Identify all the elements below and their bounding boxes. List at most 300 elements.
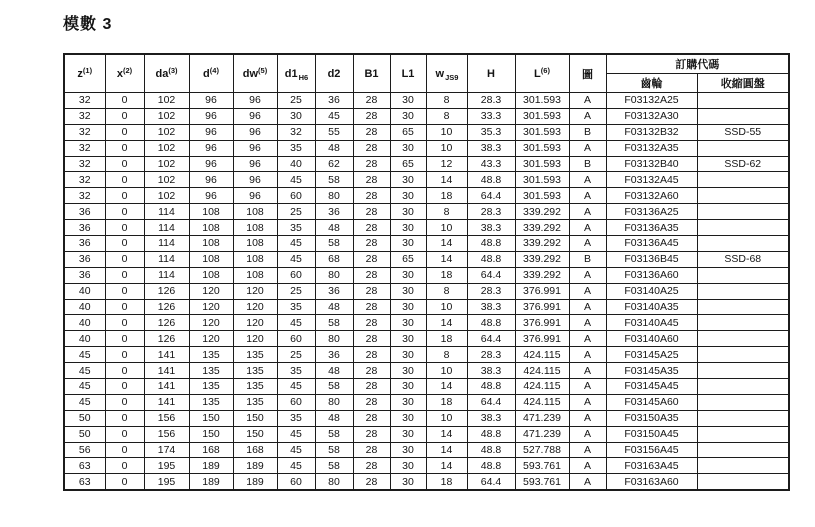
cell-z: 36 <box>64 220 105 236</box>
cell-gear-code: F03140A60 <box>606 331 697 347</box>
cell-d: 135 <box>189 379 233 395</box>
cell-z: 32 <box>64 140 105 156</box>
cell-diagram: A <box>569 363 606 379</box>
col-header-label: da <box>155 67 169 80</box>
cell-b1: 28 <box>353 251 390 267</box>
col-header-label: x <box>116 67 123 80</box>
cell-z: 45 <box>64 379 105 395</box>
cell-da: 141 <box>144 363 189 379</box>
cell-dw: 108 <box>233 236 277 252</box>
cell-d1: 35 <box>277 363 315 379</box>
cell-diagram: A <box>569 331 606 347</box>
cell-d1: 45 <box>277 315 315 331</box>
cell-gear-code: F03140A35 <box>606 299 697 315</box>
col-header-l1 <box>390 54 426 93</box>
cell-h: 38.3 <box>467 363 515 379</box>
cell-gear-code: F03156A45 <box>606 442 697 458</box>
cell-l1: 30 <box>390 172 426 188</box>
table-body <box>64 93 789 491</box>
cell-x: 0 <box>105 410 144 426</box>
col-header-label: 圖 <box>582 68 593 81</box>
cell-d2: 62 <box>315 156 353 172</box>
cell-shrink-disc-code <box>697 347 789 363</box>
cell-h: 48.8 <box>467 458 515 474</box>
cell-z: 32 <box>64 93 105 109</box>
cell-w: 8 <box>426 204 467 220</box>
cell-b1: 28 <box>353 474 390 490</box>
cell-diagram: A <box>569 172 606 188</box>
cell-d2: 80 <box>315 267 353 283</box>
cell-gear-code: F03150A45 <box>606 426 697 442</box>
cell-l: 339.292 <box>515 236 569 252</box>
cell-h: 48.8 <box>467 172 515 188</box>
cell-x: 0 <box>105 363 144 379</box>
cell-z: 32 <box>64 124 105 140</box>
table-row <box>64 220 789 236</box>
cell-d2: 48 <box>315 410 353 426</box>
table-row <box>64 315 789 331</box>
cell-d: 120 <box>189 331 233 347</box>
cell-l1: 30 <box>390 283 426 299</box>
cell-l1: 30 <box>390 458 426 474</box>
cell-dw: 135 <box>233 394 277 410</box>
cell-d: 96 <box>189 172 233 188</box>
cell-da: 126 <box>144 299 189 315</box>
cell-h: 48.8 <box>467 442 515 458</box>
cell-h: 28.3 <box>467 283 515 299</box>
cell-w: 14 <box>426 458 467 474</box>
cell-da: 102 <box>144 140 189 156</box>
cell-w: 10 <box>426 124 467 140</box>
cell-b1: 28 <box>353 410 390 426</box>
cell-h: 28.3 <box>467 204 515 220</box>
cell-d: 108 <box>189 220 233 236</box>
table-row <box>64 188 789 204</box>
cell-l: 376.991 <box>515 315 569 331</box>
cell-x: 0 <box>105 204 144 220</box>
cell-dw: 150 <box>233 410 277 426</box>
cell-dw: 108 <box>233 204 277 220</box>
cell-b1: 28 <box>353 236 390 252</box>
cell-dw: 96 <box>233 124 277 140</box>
cell-l1: 30 <box>390 347 426 363</box>
cell-dw: 108 <box>233 267 277 283</box>
cell-l1: 30 <box>390 410 426 426</box>
cell-d1: 45 <box>277 251 315 267</box>
cell-shrink-disc-code <box>697 426 789 442</box>
cell-shrink-disc-code <box>697 442 789 458</box>
cell-d1: 45 <box>277 426 315 442</box>
cell-l: 339.292 <box>515 267 569 283</box>
cell-d2: 36 <box>315 283 353 299</box>
cell-da: 114 <box>144 236 189 252</box>
cell-da: 141 <box>144 379 189 395</box>
cell-d2: 36 <box>315 347 353 363</box>
table-row <box>64 363 789 379</box>
cell-l: 339.292 <box>515 204 569 220</box>
cell-shrink-disc-code <box>697 140 789 156</box>
cell-z: 45 <box>64 347 105 363</box>
cell-w: 14 <box>426 236 467 252</box>
cell-z: 36 <box>64 204 105 220</box>
cell-b1: 28 <box>353 267 390 283</box>
cell-diagram: A <box>569 299 606 315</box>
cell-b1: 28 <box>353 220 390 236</box>
cell-l: 424.115 <box>515 363 569 379</box>
cell-w: 14 <box>426 172 467 188</box>
cell-d1: 60 <box>277 267 315 283</box>
col-header-label: H <box>487 67 495 80</box>
cell-da: 102 <box>144 124 189 140</box>
cell-dw: 120 <box>233 283 277 299</box>
cell-d1: 45 <box>277 458 315 474</box>
cell-d2: 48 <box>315 140 353 156</box>
col-header-label: w <box>435 67 445 80</box>
cell-z: 50 <box>64 410 105 426</box>
cell-d1: 45 <box>277 172 315 188</box>
cell-shrink-disc-code: SSD-55 <box>697 124 789 140</box>
cell-d: 96 <box>189 188 233 204</box>
cell-shrink-disc-code <box>697 236 789 252</box>
cell-h: 38.3 <box>467 410 515 426</box>
cell-x: 0 <box>105 220 144 236</box>
col-header-w <box>426 54 467 93</box>
cell-w: 8 <box>426 283 467 299</box>
cell-d2: 68 <box>315 251 353 267</box>
cell-w: 14 <box>426 426 467 442</box>
cell-gear-code: F03140A45 <box>606 315 697 331</box>
cell-diagram: A <box>569 188 606 204</box>
col-header-h <box>467 54 515 93</box>
table-header <box>64 54 789 93</box>
cell-z: 36 <box>64 267 105 283</box>
cell-b1: 28 <box>353 204 390 220</box>
table-row <box>64 156 789 172</box>
cell-b1: 28 <box>353 124 390 140</box>
cell-x: 0 <box>105 331 144 347</box>
cell-b1: 28 <box>353 108 390 124</box>
col-header-label: L <box>534 67 541 80</box>
cell-z: 40 <box>64 315 105 331</box>
cell-d: 96 <box>189 140 233 156</box>
table-row <box>64 410 789 426</box>
cell-d2: 45 <box>315 108 353 124</box>
cell-gear-code: F03132A25 <box>606 93 697 109</box>
cell-dw: 150 <box>233 426 277 442</box>
cell-diagram: A <box>569 93 606 109</box>
cell-x: 0 <box>105 140 144 156</box>
cell-d: 189 <box>189 474 233 490</box>
cell-l: 376.991 <box>515 283 569 299</box>
cell-diagram: A <box>569 140 606 156</box>
cell-b1: 28 <box>353 188 390 204</box>
cell-da: 126 <box>144 331 189 347</box>
cell-d: 120 <box>189 315 233 331</box>
cell-shrink-disc-code <box>697 331 789 347</box>
cell-shrink-disc-code <box>697 315 789 331</box>
cell-d1: 45 <box>277 379 315 395</box>
cell-d: 108 <box>189 251 233 267</box>
cell-diagram: A <box>569 315 606 331</box>
cell-d2: 55 <box>315 124 353 140</box>
cell-d: 135 <box>189 394 233 410</box>
col-header-dw <box>233 54 277 93</box>
cell-d1: 40 <box>277 156 315 172</box>
col-header-label: d2 <box>327 67 341 80</box>
cell-l: 376.991 <box>515 299 569 315</box>
cell-l1: 65 <box>390 156 426 172</box>
cell-l: 424.115 <box>515 394 569 410</box>
gear-spec-table <box>63 53 790 491</box>
cell-d1: 30 <box>277 108 315 124</box>
col-header-x <box>105 54 144 93</box>
cell-da: 195 <box>144 458 189 474</box>
cell-x: 0 <box>105 283 144 299</box>
cell-dw: 135 <box>233 363 277 379</box>
cell-d: 150 <box>189 410 233 426</box>
cell-h: 48.8 <box>467 251 515 267</box>
cell-x: 0 <box>105 426 144 442</box>
cell-gear-code: F03136A25 <box>606 204 697 220</box>
cell-d2: 58 <box>315 236 353 252</box>
table-row <box>64 331 789 347</box>
cell-d2: 58 <box>315 315 353 331</box>
cell-z: 56 <box>64 442 105 458</box>
cell-gear-code: F03132A35 <box>606 140 697 156</box>
cell-z: 63 <box>64 474 105 490</box>
col-header-label: B1 <box>364 67 379 80</box>
cell-d1: 60 <box>277 188 315 204</box>
cell-shrink-disc-code <box>697 172 789 188</box>
col-header-label: L1 <box>401 67 415 80</box>
cell-d: 135 <box>189 347 233 363</box>
cell-w: 14 <box>426 315 467 331</box>
cell-d2: 80 <box>315 394 353 410</box>
cell-x: 0 <box>105 124 144 140</box>
cell-d2: 80 <box>315 474 353 490</box>
cell-shrink-disc-code <box>697 267 789 283</box>
cell-x: 0 <box>105 347 144 363</box>
cell-gear-code: F03150A35 <box>606 410 697 426</box>
cell-l: 593.761 <box>515 458 569 474</box>
cell-da: 126 <box>144 315 189 331</box>
cell-dw: 96 <box>233 172 277 188</box>
cell-l1: 30 <box>390 93 426 109</box>
cell-d: 108 <box>189 267 233 283</box>
cell-d1: 60 <box>277 331 315 347</box>
cell-h: 35.3 <box>467 124 515 140</box>
cell-gear-code: F03163A60 <box>606 474 697 490</box>
cell-l: 301.593 <box>515 140 569 156</box>
cell-x: 0 <box>105 251 144 267</box>
cell-d1: 60 <box>277 474 315 490</box>
cell-l: 424.115 <box>515 347 569 363</box>
cell-shrink-disc-code <box>697 188 789 204</box>
cell-z: 32 <box>64 108 105 124</box>
cell-d: 96 <box>189 156 233 172</box>
cell-z: 40 <box>64 299 105 315</box>
cell-d1: 60 <box>277 394 315 410</box>
cell-w: 10 <box>426 299 467 315</box>
cell-l1: 30 <box>390 140 426 156</box>
col-header-d2 <box>315 54 353 93</box>
cell-dw: 108 <box>233 251 277 267</box>
table-row <box>64 474 789 490</box>
cell-l: 471.239 <box>515 410 569 426</box>
col-header-da <box>144 54 189 93</box>
cell-w: 10 <box>426 220 467 236</box>
cell-diagram: B <box>569 124 606 140</box>
cell-b1: 28 <box>353 458 390 474</box>
cell-dw: 120 <box>233 299 277 315</box>
cell-shrink-disc-code <box>697 458 789 474</box>
cell-dw: 135 <box>233 347 277 363</box>
cell-h: 38.3 <box>467 220 515 236</box>
cell-gear-code: F03132B32 <box>606 124 697 140</box>
cell-w: 12 <box>426 156 467 172</box>
table-row <box>64 204 789 220</box>
cell-x: 0 <box>105 394 144 410</box>
cell-l1: 30 <box>390 379 426 395</box>
cell-d: 150 <box>189 426 233 442</box>
table-row <box>64 347 789 363</box>
page-title: 模數 3 <box>63 16 113 33</box>
cell-z: 45 <box>64 363 105 379</box>
cell-d: 96 <box>189 93 233 109</box>
cell-h: 38.3 <box>467 299 515 315</box>
cell-l: 301.593 <box>515 124 569 140</box>
cell-w: 8 <box>426 108 467 124</box>
cell-l1: 30 <box>390 426 426 442</box>
cell-w: 18 <box>426 474 467 490</box>
cell-dw: 96 <box>233 108 277 124</box>
cell-l1: 30 <box>390 363 426 379</box>
cell-w: 14 <box>426 379 467 395</box>
table-row <box>64 93 789 109</box>
cell-da: 102 <box>144 172 189 188</box>
col-header-shrink-disc-code: 收縮圓盤 <box>697 74 789 93</box>
cell-gear-code: F03132B40 <box>606 156 697 172</box>
cell-diagram: A <box>569 379 606 395</box>
cell-d: 168 <box>189 442 233 458</box>
cell-d1: 25 <box>277 347 315 363</box>
col-header-superscript: (6) <box>540 65 550 75</box>
cell-h: 64.4 <box>467 267 515 283</box>
cell-d2: 58 <box>315 379 353 395</box>
cell-h: 28.3 <box>467 93 515 109</box>
cell-l1: 30 <box>390 394 426 410</box>
col-header-superscript: (4) <box>209 65 219 75</box>
cell-shrink-disc-code: SSD-62 <box>697 156 789 172</box>
cell-z: 32 <box>64 188 105 204</box>
cell-l: 593.761 <box>515 474 569 490</box>
cell-l1: 30 <box>390 331 426 347</box>
cell-gear-code: F03145A25 <box>606 347 697 363</box>
cell-b1: 28 <box>353 426 390 442</box>
cell-h: 64.4 <box>467 394 515 410</box>
table-row <box>64 442 789 458</box>
cell-h: 33.3 <box>467 108 515 124</box>
cell-x: 0 <box>105 442 144 458</box>
cell-b1: 28 <box>353 299 390 315</box>
cell-w: 14 <box>426 442 467 458</box>
cell-gear-code: F03136A45 <box>606 236 697 252</box>
cell-x: 0 <box>105 188 144 204</box>
cell-shrink-disc-code <box>697 283 789 299</box>
cell-h: 48.8 <box>467 379 515 395</box>
cell-l1: 65 <box>390 251 426 267</box>
cell-d1: 35 <box>277 140 315 156</box>
cell-h: 64.4 <box>467 188 515 204</box>
cell-l1: 30 <box>390 299 426 315</box>
cell-w: 18 <box>426 267 467 283</box>
cell-da: 174 <box>144 442 189 458</box>
cell-shrink-disc-code <box>697 379 789 395</box>
cell-b1: 28 <box>353 347 390 363</box>
cell-d2: 48 <box>315 220 353 236</box>
cell-l1: 30 <box>390 315 426 331</box>
cell-z: 36 <box>64 236 105 252</box>
cell-l1: 30 <box>390 236 426 252</box>
cell-b1: 28 <box>353 442 390 458</box>
cell-w: 18 <box>426 394 467 410</box>
col-header-d <box>189 54 233 93</box>
cell-x: 0 <box>105 458 144 474</box>
table-row <box>64 172 789 188</box>
cell-h: 28.3 <box>467 347 515 363</box>
cell-diagram: A <box>569 394 606 410</box>
col-header-label: dw <box>242 67 259 80</box>
cell-d1: 25 <box>277 283 315 299</box>
cell-l: 301.593 <box>515 156 569 172</box>
cell-w: 8 <box>426 93 467 109</box>
cell-da: 102 <box>144 93 189 109</box>
cell-z: 45 <box>64 394 105 410</box>
cell-diagram: A <box>569 236 606 252</box>
cell-b1: 28 <box>353 379 390 395</box>
cell-d: 96 <box>189 124 233 140</box>
cell-z: 36 <box>64 251 105 267</box>
col-header-gear-code: 齒輪 <box>606 74 697 93</box>
cell-gear-code: F03136A60 <box>606 267 697 283</box>
cell-l: 376.991 <box>515 331 569 347</box>
cell-w: 14 <box>426 251 467 267</box>
cell-d1: 35 <box>277 410 315 426</box>
cell-z: 40 <box>64 283 105 299</box>
cell-diagram: A <box>569 283 606 299</box>
cell-z: 50 <box>64 426 105 442</box>
cell-l: 424.115 <box>515 379 569 395</box>
cell-d1: 45 <box>277 442 315 458</box>
cell-dw: 96 <box>233 156 277 172</box>
cell-shrink-disc-code <box>697 410 789 426</box>
cell-h: 48.8 <box>467 315 515 331</box>
cell-dw: 120 <box>233 315 277 331</box>
cell-l1: 65 <box>390 124 426 140</box>
cell-w: 18 <box>426 331 467 347</box>
cell-d2: 80 <box>315 331 353 347</box>
cell-x: 0 <box>105 93 144 109</box>
cell-l: 339.292 <box>515 220 569 236</box>
cell-d1: 32 <box>277 124 315 140</box>
cell-da: 114 <box>144 267 189 283</box>
cell-shrink-disc-code <box>697 394 789 410</box>
cell-da: 102 <box>144 156 189 172</box>
cell-d1: 35 <box>277 220 315 236</box>
cell-b1: 28 <box>353 156 390 172</box>
table-row <box>64 108 789 124</box>
cell-dw: 96 <box>233 188 277 204</box>
